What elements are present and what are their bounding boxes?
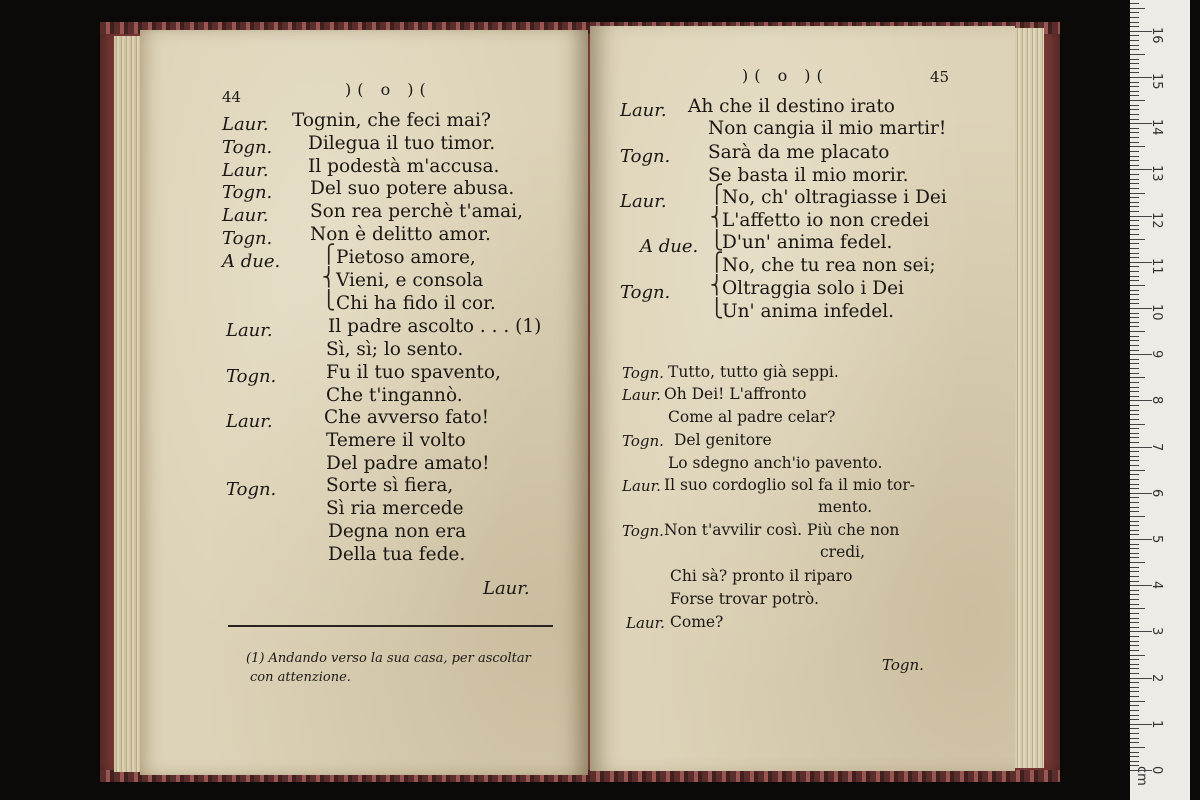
- ruler-tick: [1130, 317, 1139, 318]
- ruler-label: 12: [1149, 211, 1164, 229]
- speaker-label: Laur.: [622, 386, 661, 404]
- ruler-tick: [1130, 460, 1139, 461]
- ruler-tick: [1130, 544, 1139, 545]
- page-number: 44: [222, 88, 242, 106]
- verse-line: Lo sdegno anch'io pavento.: [668, 454, 883, 472]
- brace-bottom: ⎩: [322, 290, 336, 311]
- ruler-tick: [1130, 655, 1145, 656]
- speaker-label: Laur.: [620, 191, 667, 212]
- speaker-label: Togn.: [226, 479, 277, 500]
- ruler-tick: [1130, 428, 1139, 429]
- speaker-label: Togn.: [622, 522, 664, 540]
- verse-line: Non è delitto amor.: [310, 224, 491, 245]
- ruler-tick: [1130, 54, 1145, 55]
- verse-line: Temere il volto: [326, 430, 466, 451]
- ruler-tick: [1130, 484, 1139, 485]
- verse-line: Chi ha fido il cor.: [336, 293, 496, 314]
- ruler-tick: [1130, 373, 1139, 374]
- ruler-tick: [1130, 303, 1139, 304]
- ruler-tick: [1130, 276, 1139, 277]
- ruler-tick: [1130, 95, 1139, 96]
- ruler-tick: [1130, 179, 1139, 180]
- verse-line: No, che tu rea non sei;: [722, 255, 936, 276]
- ruler-tick: [1130, 419, 1139, 420]
- ruler-tick: [1130, 696, 1139, 697]
- verse-line: Pietoso amore,: [336, 247, 476, 268]
- verse-line: Il padre ascolto . . . (1): [328, 316, 542, 337]
- ruler-tick: [1130, 17, 1139, 18]
- ruler-tick: [1130, 470, 1145, 471]
- verse-line: Sì, sì; lo sento.: [326, 339, 464, 360]
- ruler-tick: [1130, 548, 1139, 549]
- ruler-tick: [1130, 488, 1139, 489]
- ruler-tick: [1130, 567, 1139, 568]
- ruler-tick: [1130, 668, 1139, 669]
- ruler-tick: [1130, 530, 1139, 531]
- ruler-tick: [1130, 581, 1139, 582]
- ruler-tick: [1130, 756, 1139, 757]
- ruler-tick: [1130, 12, 1139, 13]
- verse-line: Il suo cordoglio sol fa il mio tor-: [664, 476, 916, 494]
- ruler-tick: [1130, 391, 1139, 392]
- catchword: Laur.: [483, 578, 530, 599]
- ruler-tick: [1130, 742, 1139, 743]
- ruler-tick: [1130, 313, 1139, 314]
- ruler-tick: [1130, 534, 1139, 535]
- verse-line: Sì ria mercede: [326, 498, 464, 519]
- ruler-tick: [1130, 608, 1145, 609]
- brace-top: ⎧: [710, 184, 724, 205]
- ruler-tick: [1130, 128, 1139, 129]
- verse-line: Son rea perchè t'amai,: [310, 201, 523, 222]
- ruler-tick: [1130, 511, 1139, 512]
- ruler-tick: [1130, 229, 1139, 230]
- verse-line: Del padre amato!: [326, 453, 490, 474]
- ruler-tick: [1130, 206, 1139, 207]
- ruler-tick: [1130, 622, 1139, 623]
- speaker-label: Togn.: [222, 137, 273, 158]
- ruler-tick: [1130, 576, 1139, 577]
- ruler-tick: [1130, 382, 1139, 383]
- ruler-tick: [1130, 405, 1139, 406]
- footnote-continuation: con attenzione.: [250, 670, 351, 685]
- verse-line: Oltraggia solo i Dei: [722, 278, 904, 299]
- ruler-label: 16: [1149, 26, 1164, 44]
- ruler-tick: [1130, 299, 1139, 300]
- ruler-tick: [1130, 266, 1139, 267]
- speaker-label: Laur.: [622, 477, 661, 495]
- speaker-label: Togn.: [620, 146, 671, 167]
- ruler-tick: [1130, 114, 1139, 115]
- ruler-tick: [1130, 59, 1139, 60]
- speaker-label: Laur.: [626, 614, 665, 632]
- speaker-label: Laur.: [222, 114, 269, 135]
- ruler-tick: [1130, 253, 1139, 254]
- ruler-tick: [1130, 22, 1139, 23]
- brace-bottom: ⎩: [710, 298, 724, 319]
- ruler-tick: [1130, 387, 1139, 388]
- ruler-tick: [1130, 132, 1139, 133]
- header-ornament: )( o )(: [742, 66, 829, 85]
- ruler-tick: [1130, 557, 1139, 558]
- brace-middle: ⎨: [710, 275, 724, 296]
- page-block-right: [1010, 28, 1044, 768]
- ruler-tick: [1130, 331, 1145, 332]
- ruler-tick: [1130, 761, 1139, 762]
- verse-line: Il podestà m'accusa.: [308, 156, 500, 177]
- ruler-tick: [1130, 225, 1139, 226]
- ruler-tick: [1130, 257, 1139, 258]
- ruler-tick: [1130, 599, 1139, 600]
- ruler-tick: [1130, 747, 1145, 748]
- verse-line: Fu il tuo spavento,: [326, 362, 501, 383]
- ruler-tick: [1130, 437, 1139, 438]
- ruler-tick: [1130, 368, 1139, 369]
- verse-line: Ah che il destino irato: [688, 96, 895, 117]
- ruler-tick: [1130, 414, 1139, 415]
- catchword: Togn.: [882, 656, 924, 674]
- verse-line: D'un' anima fedel.: [722, 232, 893, 253]
- ruler-tick: [1130, 738, 1139, 739]
- footnote: (1) Andando verso la sua casa, per ascoltar: [246, 651, 531, 666]
- verse-line: Sorte sì fiera,: [326, 475, 454, 496]
- ruler-tick: [1130, 239, 1145, 240]
- verse-line: Forse trovar potrò.: [670, 590, 819, 608]
- ruler-tick: [1130, 151, 1139, 152]
- verse-line: mento.: [818, 498, 873, 516]
- verse-line: Come?: [670, 613, 724, 631]
- ruler-tick: [1130, 451, 1139, 452]
- ruler-tick: [1130, 456, 1139, 457]
- ruler-tick: [1130, 294, 1139, 295]
- ruler-label: 9: [1149, 350, 1164, 359]
- ruler-tick: [1130, 35, 1139, 36]
- ruler-tick: [1130, 424, 1145, 425]
- ruler-tick: [1130, 49, 1139, 50]
- ruler-label: 14: [1149, 119, 1164, 136]
- ruler-tick: [1130, 553, 1139, 554]
- speaker-label: A due.: [640, 236, 699, 257]
- speaker-label: Laur.: [222, 205, 269, 226]
- ruler-tick: [1130, 701, 1145, 702]
- speaker-label: Togn.: [226, 366, 277, 387]
- ruler-tick: [1130, 687, 1139, 688]
- speaker-label: Laur.: [226, 320, 273, 341]
- verse-line: Vieni, e consola: [336, 270, 484, 291]
- brace-bottom: ⎩: [710, 230, 724, 251]
- ruler-label: 3: [1149, 627, 1164, 636]
- verse-line: Che t'ingannò.: [326, 385, 463, 406]
- ruler-tick: [1130, 604, 1139, 605]
- ruler-tick: [1130, 8, 1145, 9]
- ruler-label: 7: [1149, 442, 1164, 451]
- ruler-tick: [1130, 82, 1139, 83]
- ruler-tick: [1130, 193, 1145, 194]
- verse-line: Sarà da me placato: [708, 142, 890, 163]
- ruler-tick: [1130, 363, 1139, 364]
- ruler-tick: [1130, 710, 1139, 711]
- ruler-tick: [1130, 594, 1139, 595]
- ruler-tick: [1130, 72, 1139, 73]
- ruler-tick: [1130, 641, 1139, 642]
- verse-line: Del suo potere abusa.: [310, 178, 515, 199]
- speaker-label: Togn.: [222, 182, 273, 203]
- ruler-label: 5: [1149, 535, 1164, 544]
- speaker-label: Laur.: [226, 411, 273, 432]
- ruler-tick: [1130, 733, 1139, 734]
- ruler-tick: [1130, 211, 1139, 212]
- brace-middle: ⎨: [322, 267, 336, 288]
- verse-line: Del genitore: [674, 431, 772, 449]
- speaker-label: A due.: [222, 251, 281, 272]
- speaker-label: Laur.: [222, 160, 269, 181]
- verse-line: Della tua fede.: [328, 544, 466, 565]
- verse-line: Dilegua il tuo timor.: [308, 133, 496, 154]
- ruler-tick: [1130, 521, 1139, 522]
- ruler-tick: [1130, 516, 1145, 517]
- ruler-tick: [1130, 410, 1139, 411]
- ruler-tick: [1130, 650, 1139, 651]
- ruler-tick: [1130, 326, 1139, 327]
- ruler-tick: [1130, 86, 1139, 87]
- ruler-tick: [1130, 507, 1139, 508]
- ruler-label: 0 cm: [1134, 766, 1164, 786]
- brace-top: ⎧: [322, 244, 336, 265]
- ruler-tick: [1130, 40, 1139, 41]
- ruler-tick: [1130, 350, 1139, 351]
- speaker-label: Togn.: [622, 364, 664, 382]
- verse-line: Oh Dei! L'affronto: [664, 385, 807, 403]
- ruler-tick: [1130, 183, 1139, 184]
- ruler-tick: [1130, 160, 1139, 161]
- ruler-tick: [1130, 691, 1139, 692]
- ruler-tick: [1130, 109, 1139, 110]
- ruler-tick: [1130, 359, 1139, 360]
- ruler-tick: [1130, 105, 1139, 106]
- right-page: [590, 26, 1015, 771]
- ruler-tick: [1130, 345, 1139, 346]
- verse-line: Se basta il mio morir.: [708, 165, 909, 186]
- ruler-tick: [1130, 271, 1139, 272]
- verse-line: Non t'avvilir così. Più che non: [664, 521, 900, 539]
- ruler-tick: [1130, 433, 1139, 434]
- ruler-tick: [1130, 618, 1139, 619]
- ruler-tick: [1130, 220, 1139, 221]
- speaker-label: Laur.: [620, 100, 667, 121]
- ruler-tick: [1130, 682, 1139, 683]
- ruler-tick: [1130, 396, 1139, 397]
- ruler-tick: [1130, 719, 1139, 720]
- left-page: [140, 30, 588, 775]
- ruler-tick: [1130, 165, 1139, 166]
- verse-line: credi,: [820, 543, 866, 561]
- verse-line: Tognin, che feci mai?: [292, 110, 491, 131]
- ruler-tick: [1130, 119, 1139, 120]
- header-ornament: )( o )(: [345, 80, 432, 99]
- ruler-label: 8: [1149, 396, 1164, 405]
- ruler-tick: [1130, 248, 1139, 249]
- ruler-tick: [1130, 636, 1139, 637]
- ruler-tick: [1130, 26, 1139, 27]
- footnote-rule: [228, 625, 553, 627]
- ruler-tick: [1130, 571, 1139, 572]
- ruler-tick: [1130, 146, 1145, 147]
- ruler-tick: [1130, 479, 1139, 480]
- ruler-tick: [1130, 627, 1139, 628]
- ruler-tick: [1130, 613, 1139, 614]
- ruler-tick: [1130, 525, 1139, 526]
- verse-line: Tutto, tutto già seppi.: [668, 363, 839, 381]
- ruler-tick: [1130, 280, 1139, 281]
- ruler-label: 4: [1149, 581, 1164, 590]
- ruler-tick: [1130, 715, 1139, 716]
- page-number: 45: [930, 68, 950, 86]
- ruler-tick: [1130, 285, 1145, 286]
- brace-top: ⎧: [710, 252, 724, 273]
- ruler-tick: [1130, 45, 1139, 46]
- ruler-tick: [1130, 174, 1139, 175]
- ruler-label: 1: [1149, 719, 1164, 729]
- ruler-tick: [1130, 137, 1139, 138]
- ruler-tick: [1130, 465, 1139, 466]
- ruler-tick: [1130, 728, 1139, 729]
- speaker-label: Togn.: [620, 282, 671, 303]
- ruler-tick: [1130, 100, 1145, 101]
- ruler-tick: [1130, 474, 1139, 475]
- verse-line: Come al padre celar?: [668, 408, 836, 426]
- verse-line: Che avverso fato!: [324, 407, 490, 428]
- ruler-tick: [1130, 645, 1139, 646]
- ruler-label: 13: [1149, 165, 1164, 182]
- ruler-label: 15: [1149, 73, 1164, 90]
- ruler-label: 6: [1149, 488, 1164, 498]
- speaker-label: Togn.: [622, 432, 664, 450]
- speaker-label: Togn.: [222, 228, 273, 249]
- ruler-tick: [1130, 290, 1139, 291]
- verse-line: Degna non era: [328, 521, 467, 542]
- ruler-tick: [1130, 3, 1139, 4]
- ruler-tick: [1130, 659, 1139, 660]
- ruler-tick: [1130, 202, 1139, 203]
- ruler-tick: [1130, 336, 1139, 337]
- ruler-tick: [1130, 340, 1139, 341]
- ruler-label: 2: [1149, 673, 1164, 682]
- verse-line: Un' anima infedel.: [722, 301, 895, 322]
- ruler-tick: [1130, 188, 1139, 189]
- verse-line: No, ch' oltragiasse i Dei: [722, 187, 947, 208]
- verse-line: L'affetto io non credei: [722, 210, 930, 231]
- ruler-tick: [1130, 197, 1139, 198]
- ruler-tick: [1130, 497, 1139, 498]
- ruler-tick: [1130, 243, 1139, 244]
- brace-middle: ⎨: [710, 207, 724, 228]
- ruler-tick: [1130, 377, 1145, 378]
- verse-line: Non cangia il mio martir!: [708, 118, 947, 139]
- measurement-ruler: [1130, 0, 1190, 800]
- ruler-tick: [1130, 705, 1139, 706]
- ruler-label: 11: [1149, 257, 1164, 275]
- ruler-tick: [1130, 442, 1139, 443]
- ruler-label: 10: [1149, 304, 1164, 321]
- ruler-tick: [1130, 590, 1139, 591]
- ruler-tick: [1130, 673, 1139, 674]
- ruler-tick: [1130, 63, 1139, 64]
- ruler-tick: [1130, 664, 1139, 665]
- ruler-tick: [1130, 68, 1139, 69]
- ruler-tick: [1130, 91, 1139, 92]
- ruler-tick: [1130, 142, 1139, 143]
- ruler-tick: [1130, 562, 1145, 563]
- ruler-tick: [1130, 752, 1139, 753]
- ruler-tick: [1130, 322, 1139, 323]
- verse-line: Chi sà? pronto il riparo: [670, 567, 853, 585]
- ruler-tick: [1130, 156, 1139, 157]
- ruler-tick: [1130, 502, 1139, 503]
- ruler-tick: [1130, 234, 1139, 235]
